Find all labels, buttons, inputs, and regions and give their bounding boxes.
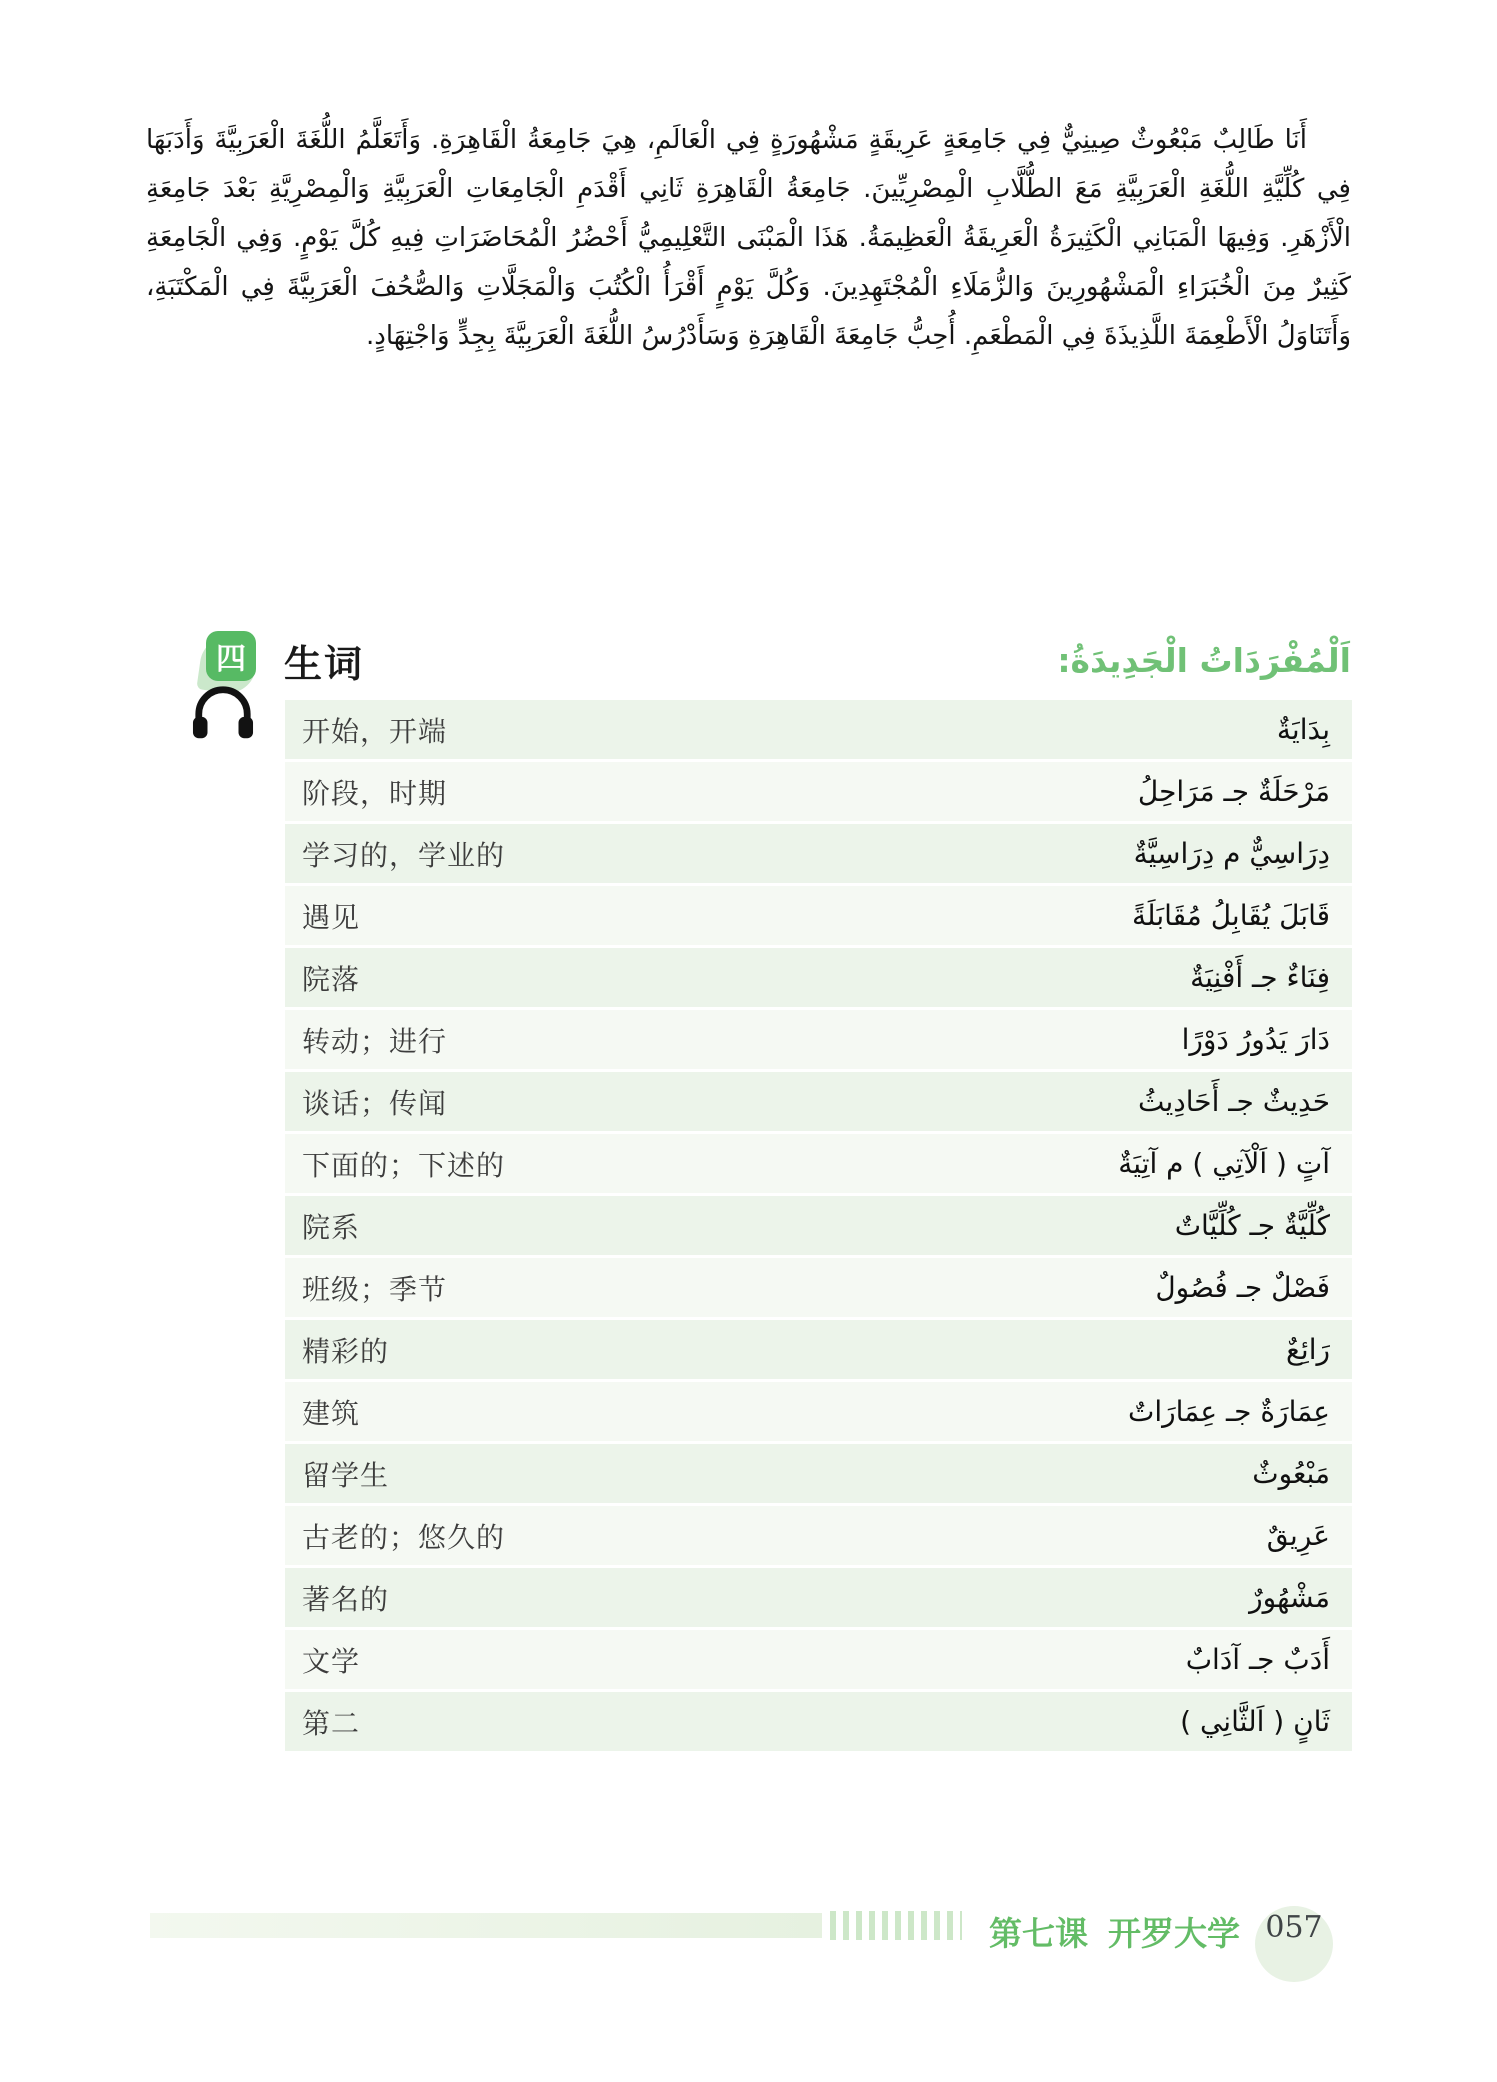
section-header-left (204, 631, 364, 689)
vocab-arabic-word: دِرَاسِيٌّ م دِرَاسِيَّةٌ (1133, 837, 1330, 870)
vocab-chinese-meaning: 留学生 (302, 1458, 390, 1492)
vocab-row (285, 1010, 1352, 1069)
vocab-row (285, 762, 1352, 821)
footer-lesson-label (989, 1908, 1240, 1955)
vocab-row (285, 1134, 1352, 1193)
vocab-row (285, 1568, 1352, 1627)
footer-gradient-bar (150, 1913, 822, 1938)
vocab-arabic-word: فِنَاءٌ جـ أَفْنِيَةٌ (1190, 961, 1330, 994)
vocab-table (285, 700, 1352, 1754)
vocab-arabic-word: دَارَ يَدُورُ دَوْرًا (1181, 1023, 1330, 1056)
vocab-chinese-meaning: 遇见 (302, 900, 361, 934)
vocab-arabic-word: عَرِيقٌ (1266, 1519, 1330, 1552)
vocab-arabic-word: فَصْلٌ جـ فُصُولٌ (1155, 1271, 1330, 1304)
vocab-arabic-word: كُلِّيَّةٌ جـ كُلِّيَّاتٌ (1174, 1209, 1330, 1242)
vocab-arabic-word: آتٍ ( اَلْآتِي ) م آتِيَةٌ (1118, 1147, 1330, 1180)
vocab-chinese-meaning: 精彩的 (302, 1334, 390, 1368)
vocab-row (285, 1506, 1352, 1565)
vocab-row (285, 1258, 1352, 1317)
vocab-row (285, 1072, 1352, 1131)
vocab-arabic-word: بِدَايَةٌ (1276, 713, 1330, 746)
lesson-title: 开罗大学 (1108, 1914, 1240, 1953)
vocab-arabic-word: مَشْهُورٌ (1249, 1581, 1330, 1614)
vocab-chinese-meaning: 文学 (302, 1644, 361, 1678)
vocab-row (285, 1382, 1352, 1441)
vocab-arabic-word: مَرْحَلَةٌ جـ مَرَاحِلُ (1137, 775, 1330, 808)
vocab-row (285, 824, 1352, 883)
vocab-chinese-meaning: 院落 (302, 962, 361, 996)
lesson-number: 第七课 (989, 1914, 1088, 1953)
vocab-chinese-meaning: 学习的，学业的 (302, 838, 506, 872)
vocab-row (285, 1444, 1352, 1503)
vocab-chinese-meaning: 古老的；悠久的 (302, 1520, 506, 1554)
vocab-row (285, 1630, 1352, 1689)
page-number: 057 (1265, 1910, 1323, 1945)
vocab-chinese-meaning: 下面的；下述的 (302, 1148, 506, 1182)
vocab-chinese-meaning: 班级；季节 (302, 1272, 448, 1306)
reading-paragraph-arabic: أَنَا طَالِبٌ مَبْعُوثٌ صِينِيٌّ فِي جَامِعَةٍ عَرِيقَةٍ مَشْهُورَةٍ فِي الْعَالَمِ، هِيَ جَامِعَةُ الْقَاهِرَةِ. وَأَتَعَلَّمُ اللُّغَةَ الْعَرَبِيَّةَ وَأَدَبَهَا فِي كُلِّيَّةِ اللُّغَةِ الْعَرَبِيَّةِ مَعَ الطُّلَّابِ الْمِصْرِيِّينَ. جَامِعَةُ الْقَاهِرَةِ ثَانِي أَقْدَمِ الْجَامِعَاتِ الْعَرَبِيَّةِ وَالْمِصْرِيَّةِ بَعْدَ جَامِعَةِ الْأَزْهَرِ. وَفِيهَا الْمَبَانِي الْكَثِيرَةُ الْعَرِيقَةُ الْعَظِيمَةُ. هَذَا الْمَبْنَى التَّعْلِيمِيُّ أَحْضُرُ الْمُحَاضَرَاتِ فِيهِ كُلَّ يَوْمٍ. وَفِي الْجَامِعَةِ كَثِيرٌ مِنَ الْخُبَرَاءِ الْمَشْهُورِينَ وَالزُّمَلَاءِ الْمُجْتَهِدِينَ. وَكُلَّ يَوْمٍ أَقْرَأُ الْكُتُبَ وَالْمَجَلَّاتِ وَالصُّحُفَ الْعَرَبِيَّةَ فِي الْمَكْتَبَةِ، وَأَتَنَاوَلُ الْأَطْعِمَةَ اللَّذِيذَةَ فِي الْمَطْعَمِ. أُحِبُّ جَامِعَةَ الْقَاهِرَةِ وَسَأَدْرُسُ اللُّغَةَ الْعَرَبِيَّةَ بِجِدٍّ وَاجْتِهَادٍ. (146, 125, 1351, 351)
vocab-row (285, 1196, 1352, 1255)
vocab-arabic-word: مَبْعُوثٌ (1252, 1457, 1330, 1490)
headphones-icon[interactable] (192, 684, 254, 742)
vocab-arabic-word: أَدَبٌ جـ آدَابٌ (1185, 1643, 1330, 1676)
vocab-row (285, 886, 1352, 945)
vocab-chinese-meaning: 著名的 (302, 1582, 390, 1616)
vocab-chinese-meaning: 转动；进行 (302, 1024, 448, 1058)
vocab-chinese-meaning: 院系 (302, 1210, 361, 1244)
vocab-row (285, 1320, 1352, 1379)
vocab-arabic-word: رَائِعٌ (1286, 1333, 1330, 1366)
vocab-arabic-word: عِمَارَةٌ جـ عِمَارَاتٌ (1127, 1395, 1330, 1428)
vocab-chinese-meaning: 第二 (302, 1706, 361, 1740)
vocab-row (285, 1692, 1352, 1751)
footer-stripes-decoration (830, 1911, 962, 1940)
vocab-chinese-meaning: 建筑 (302, 1396, 361, 1430)
vocab-row (285, 700, 1352, 759)
page-number-badge (1255, 1906, 1333, 1982)
vocab-chinese-meaning: 阶段，时期 (302, 776, 448, 810)
section-header (146, 628, 1351, 692)
section-title-chinese: 生词 (284, 641, 365, 686)
section-title-arabic: اَلْمُفْرَدَاتُ الْجَدِيدَةُ: (1057, 640, 1351, 680)
vocab-chinese-meaning: 谈话；传闻 (302, 1086, 448, 1120)
vocab-arabic-word: ثَانٍ ( اَلثَّانِي ) (1180, 1705, 1330, 1738)
vocab-arabic-word: حَدِيثٌ جـ أَحَادِيثُ (1138, 1085, 1330, 1118)
section-number-badge (204, 631, 262, 689)
section-number: 四 (206, 631, 256, 681)
vocab-chinese-meaning: 开始，开端 (302, 714, 448, 748)
vocab-row (285, 948, 1352, 1007)
vocab-arabic-word: قَابَلَ يُقَابِلُ مُقَابَلَةً (1132, 899, 1330, 932)
